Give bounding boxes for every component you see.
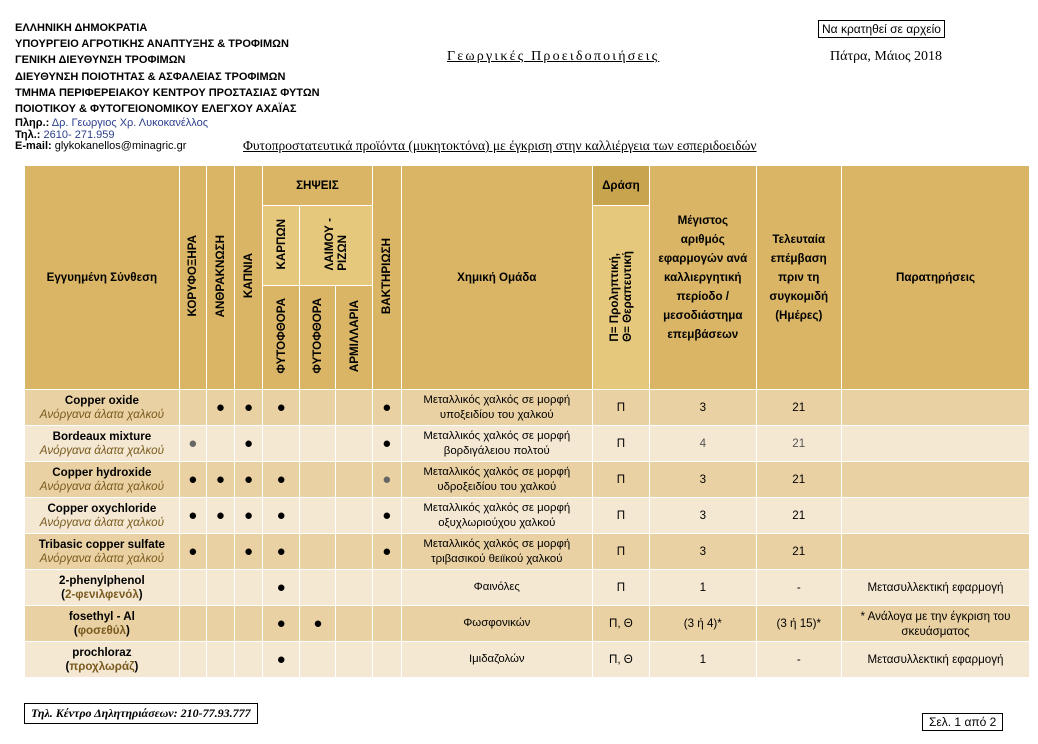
mark-dot: ● <box>382 543 392 560</box>
action-cell: Π <box>592 426 649 462</box>
mark-dot: ● <box>382 471 392 488</box>
target-cell <box>336 534 372 570</box>
composition-cell: Tribasic copper sulfate Ανόργανα άλατα χαλκού <box>25 534 180 570</box>
info-label: Πληρ.: <box>15 117 50 129</box>
target-cell <box>336 498 372 534</box>
target-cell <box>336 390 372 426</box>
org-line: ΠΟΙΟΤΙΚΟΥ & ΦΥΤΟΓΕΙΟΝΟΜΙΚΟΥ ΕΛΕΓΧΟΥ ΑΧΑΪΑΣ <box>15 103 297 116</box>
target-cell <box>300 498 336 534</box>
target-cell <box>179 390 206 426</box>
max-apps-cell: 3 <box>650 534 757 570</box>
mark-dot: ● <box>215 399 225 416</box>
header-kapnia: ΚΑΠΝΙΑ <box>235 166 263 390</box>
target-cell <box>372 570 401 606</box>
notes-cell: Μετασυλλεκτική εφαρμογή <box>841 570 1029 606</box>
header-sipseis: ΣΗΨΕΙΣ <box>263 166 373 206</box>
target-cell <box>179 642 206 678</box>
max-apps-cell: (3 ή 4)* <box>650 606 757 642</box>
max-apps-cell: 1 <box>650 570 757 606</box>
target-cell <box>263 642 300 678</box>
table-row <box>25 534 1030 570</box>
target-cell <box>179 498 206 534</box>
action-cell: Π <box>592 390 649 426</box>
last-app-cell: (3 ή 15)* <box>756 606 841 642</box>
notes-cell <box>841 498 1029 534</box>
notes-cell <box>841 390 1029 426</box>
target-cell <box>235 606 263 642</box>
target-cell <box>179 570 206 606</box>
mark-dot: ● <box>215 507 225 524</box>
target-cell <box>263 426 300 462</box>
target-cell <box>235 390 263 426</box>
composition-cell: Copper oxide Ανόργανα άλατα χαλκού <box>25 390 180 426</box>
page-number: Σελ. 1 από 2 <box>922 713 1003 731</box>
mark-dot: ● <box>382 399 392 416</box>
mark-dot: ● <box>276 507 286 524</box>
chem-group-cell: Φωσφονικών <box>401 606 592 642</box>
target-cell <box>372 534 401 570</box>
target-cell <box>263 534 300 570</box>
target-cell <box>235 534 263 570</box>
chem-group-cell: Μεταλλικός χαλκός σε μορφή βορδιγάλειου πολτού <box>401 426 592 462</box>
chem-group-cell: Φαινόλες <box>401 570 592 606</box>
mark-dot: ● <box>382 507 392 524</box>
mark-dot: ● <box>382 435 392 452</box>
mark-dot: ● <box>244 543 254 560</box>
contact-block <box>15 118 208 153</box>
org-line: ΓΕΝΙΚΗ ΔΙΕΥΘΥΝΣΗ ΤΡΟΦΙΜΩΝ <box>15 54 186 67</box>
target-cell <box>336 570 372 606</box>
composition-cell: 2-phenylphenol (2-φενιλφενόλ) <box>25 570 180 606</box>
target-cell <box>300 606 336 642</box>
target-cell <box>263 570 300 606</box>
mark-dot: ● <box>276 543 286 560</box>
composition-cell: Bordeaux mixture Ανόργανα άλατα χαλκού <box>25 426 180 462</box>
page-title: Γεωργικές Προειδοποιήσεις <box>447 49 660 64</box>
mark-dot: ● <box>276 399 286 416</box>
header-last-app: Τελευταία επέμβαση πριν τη συγκομιδή (Ημέρες) <box>756 166 841 390</box>
target-cell <box>372 390 401 426</box>
max-apps-cell: 3 <box>650 498 757 534</box>
header-action-legend: Π= Προληπτική,Θ= Θεραπευτική <box>592 206 649 390</box>
target-cell <box>300 390 336 426</box>
target-cell <box>206 642 234 678</box>
target-cell <box>372 426 401 462</box>
target-cell <box>300 570 336 606</box>
place-date: Πάτρα, Μάιος 2018 <box>830 49 942 64</box>
header-karpon: ΚΑΡΠΩΝ <box>263 206 300 286</box>
target-cell <box>300 462 336 498</box>
target-cell <box>206 606 234 642</box>
archive-box: Να κρατηθεί σε αρχείο <box>818 20 945 38</box>
max-apps-cell: 3 <box>650 462 757 498</box>
target-cell <box>235 426 263 462</box>
email-value: glykokanellos@minagric.gr <box>54 140 187 153</box>
target-cell <box>263 498 300 534</box>
header-armillaria: ΑΡΜΙΛΛΑΡΙΑ <box>336 286 372 390</box>
tel-label: Τηλ.: <box>15 128 41 141</box>
mark-dot: ● <box>244 471 254 488</box>
mark-dot: ● <box>313 615 323 632</box>
target-cell <box>235 642 263 678</box>
table-row <box>25 570 1030 606</box>
notes-cell <box>841 534 1029 570</box>
notes-cell <box>841 426 1029 462</box>
header-fytofthora-karpon: ΦΥΤΟΦΘΟΡΑ <box>263 286 300 390</box>
mark-dot: ● <box>244 399 254 416</box>
max-apps-cell: 3 <box>650 390 757 426</box>
target-cell <box>336 426 372 462</box>
chem-group-cell: Μεταλλικός χαλκός σε μορφή τριβασικού θειϊκού χαλκού <box>401 534 592 570</box>
action-cell: Π, Θ <box>592 642 649 678</box>
action-cell: Π <box>592 498 649 534</box>
target-cell <box>206 426 234 462</box>
mark-dot: ● <box>244 507 254 524</box>
mark-dot: ● <box>276 651 286 668</box>
target-cell <box>263 462 300 498</box>
table-row <box>25 642 1030 678</box>
max-apps-cell: 4 <box>650 426 757 462</box>
info-value: Δρ. Γεωργιος Χρ. Λυκοκανέλλος <box>51 117 209 129</box>
target-cell <box>263 390 300 426</box>
organization-header <box>15 20 320 117</box>
last-app-cell: 21 <box>756 462 841 498</box>
action-cell: Π <box>592 570 649 606</box>
mark-dot: ● <box>244 435 254 452</box>
composition-cell: prochloraz (προχλωράζ) <box>25 642 180 678</box>
mark-dot: ● <box>188 435 198 452</box>
tel-value: 2610- 271.959 <box>43 128 115 141</box>
target-cell <box>206 570 234 606</box>
composition-cell: Copper hydroxide Ανόργανα άλατα χαλκού <box>25 462 180 498</box>
chem-group-cell: Μεταλλικός χαλκός σε μορφή υποξειδίου του χαλκού <box>401 390 592 426</box>
notes-cell: * Ανάλογα με την έγκριση του σκευάσματος <box>841 606 1029 642</box>
target-cell <box>179 426 206 462</box>
poison-center-phone: Τηλ. Κέντρο Δηλητηριάσεων: 210-77.93.777 <box>24 703 258 724</box>
header-anthraknosi: ΑΝΘΡΑΚΝΩΣΗ <box>206 166 234 390</box>
target-cell <box>263 606 300 642</box>
action-cell: Π <box>592 462 649 498</box>
target-cell <box>206 534 234 570</box>
chem-group-cell: Ιμιδαζολών <box>401 642 592 678</box>
header-composition: Εγγυημένη Σύνθεση <box>25 166 180 390</box>
target-cell <box>206 462 234 498</box>
target-cell <box>336 642 372 678</box>
mark-dot: ● <box>276 579 286 596</box>
header-vaktiriosi: ΒΑΚΤΗΡΙΩΣΗ <box>372 166 401 390</box>
org-line: ΔΙΕΥΘΥΝΣΗ ΠΟΙΟΤΗΤΑΣ & ΑΣΦΑΛΕΙΑΣ ΤΡΟΦΙΜΩΝ <box>15 70 286 83</box>
table-row <box>25 426 1030 462</box>
last-app-cell: - <box>756 642 841 678</box>
chem-group-cell: Μεταλλικός χαλκός σε μορφή υδροξειδίου του χαλκού <box>401 462 592 498</box>
fungicide-table <box>24 165 1030 678</box>
mark-dot: ● <box>188 507 198 524</box>
notes-cell <box>841 462 1029 498</box>
table-row <box>25 606 1030 642</box>
table-subtitle: Φυτοπροστατευτικά προϊόντα (μυκητοκτόνα) με έγκριση στην καλλιέργεια των εσπεριδοειδών <box>243 138 757 153</box>
target-cell <box>179 462 206 498</box>
target-cell <box>300 426 336 462</box>
max-apps-cell: 1 <box>650 642 757 678</box>
org-line: ΤΜΗΜΑ ΠΕΡΙΦΕΡΕΙΑΚΟΥ ΚΕΝΤΡΟΥ ΠΡΟΣΤΑΣΙΑΣ ΦΥΤΩΝ <box>15 86 320 99</box>
last-app-cell: 21 <box>756 390 841 426</box>
mark-dot: ● <box>276 471 286 488</box>
header-max-apps: Μέγιστος αριθμός εφαρμογών ανά καλλιεργητική περίοδο / μεσοδιάστημα επεμβάσεων <box>650 166 757 390</box>
table-row <box>25 390 1030 426</box>
target-cell <box>235 570 263 606</box>
header-laimou-rizon: ΛΑΙΜΟΥ -ΡΙΖΩΝ <box>300 206 372 286</box>
email-label: E-mail: <box>15 140 52 153</box>
target-cell <box>372 462 401 498</box>
action-cell: Π <box>592 534 649 570</box>
mark-dot: ● <box>188 543 198 560</box>
target-cell <box>206 390 234 426</box>
target-cell <box>372 498 401 534</box>
target-cell <box>372 606 401 642</box>
target-cell <box>372 642 401 678</box>
notes-cell: Μετασυλλεκτική εφαρμογή <box>841 642 1029 678</box>
last-app-cell: 21 <box>756 426 841 462</box>
target-cell <box>179 534 206 570</box>
target-cell <box>179 606 206 642</box>
target-cell <box>336 462 372 498</box>
mark-dot: ● <box>276 615 286 632</box>
composition-cell: fosethyl - Al (φοσεθύλ) <box>25 606 180 642</box>
table-row <box>25 462 1030 498</box>
target-cell <box>336 606 372 642</box>
header-action: Δράση <box>592 166 649 206</box>
last-app-cell: - <box>756 570 841 606</box>
chem-group-cell: Μεταλλικός χαλκός σε μορφή οξυχλωριούχου χαλκού <box>401 498 592 534</box>
header-fytofthora-rizon: ΦΥΤΟΦΘΟΡΑ <box>300 286 336 390</box>
composition-cell: Copper oxychloride Ανόργανα άλατα χαλκού <box>25 498 180 534</box>
org-line: ΥΠΟΥΡΓΕΙΟ ΑΓΡΟΤΙΚΗΣ ΑΝΑΠΤΥΞΗΣ & ΤΡΟΦΙΜΩΝ <box>15 38 289 51</box>
action-cell: Π, Θ <box>592 606 649 642</box>
mark-dot: ● <box>188 471 198 488</box>
header-chem-group: Χημική Ομάδα <box>401 166 592 390</box>
org-line: ΕΛΛΗΝΙΚΗ ΔΗΜΟΚΡΑΤΙΑ <box>15 22 148 34</box>
mark-dot: ● <box>215 471 225 488</box>
last-app-cell: 21 <box>756 498 841 534</box>
target-cell <box>235 462 263 498</box>
target-cell <box>300 534 336 570</box>
target-cell <box>206 498 234 534</box>
target-cell <box>235 498 263 534</box>
header-notes: Παρατηρήσεις <box>841 166 1029 390</box>
last-app-cell: 21 <box>756 534 841 570</box>
table-row <box>25 498 1030 534</box>
header-koryfoxira: ΚΟΡΥΦΟΞΗΡΑ <box>179 166 206 390</box>
target-cell <box>300 642 336 678</box>
